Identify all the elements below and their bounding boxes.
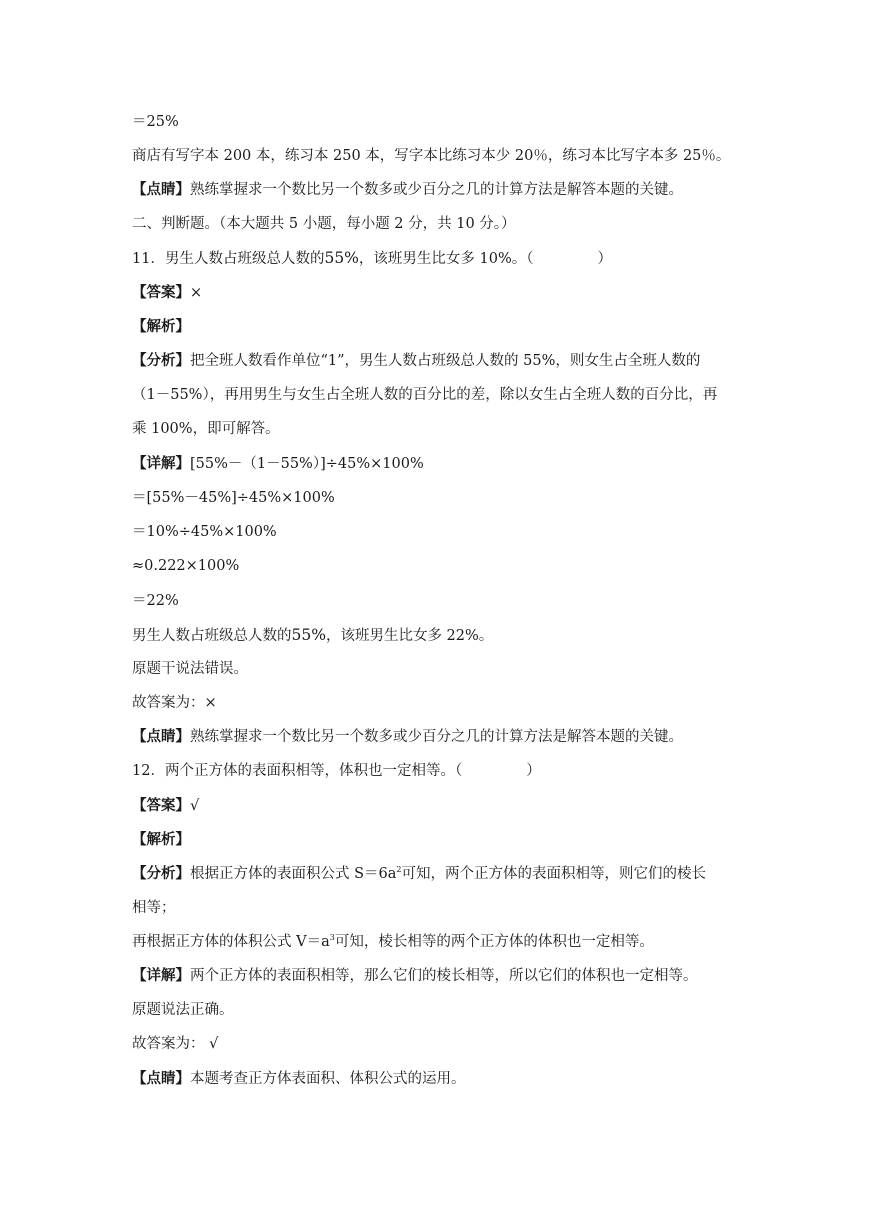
section-heading: 二、判断题。（本大题共 5 小题，每小题 2 分，共 10 分。） [132,216,516,232]
detail-line: 故答案为： √ [132,1036,219,1052]
analysis-line: 乘 100%，即可解答。 [132,421,280,437]
key-point-line: 【点睛】熟练掌握求一个数比另一个数多或少百分之几的计算方法是解答本题的关键。 [132,728,683,745]
section-tag: 【答案】 [132,797,190,814]
section-tag: 【点睛】 [132,1070,190,1087]
detail-line: 原题干说法错误。 [132,661,248,677]
section-tag: 【详解】 [132,967,190,984]
section-tag: 【点睛】 [132,181,190,198]
analysis-line: 再根据正方体的体积公式 $V=a^3$可知，棱长相等的两个正方体的体积也一定相等。 [132,933,654,950]
analysis-line: 【分析】根据正方体的表面积公式 $S=6a^2$可知，两个正方体的表面积相等，则它们的棱长 [132,865,707,882]
detail-line: 【详解】[55%－（1－55%）]÷45%×100% [132,455,424,472]
analysis-line: 【分析】把全班人数看作单位“1”，男生人数占班级总人数的 55%，则女生占全班人数的 [132,352,701,369]
question-11: 11．男生人数占班级总人数的55%，该班男生比女多 10%。（ ） [132,249,612,267]
conclusion-line: 商店有写字本 200 本，练习本 250 本，写字本比练习本少 20％，练习本比写字本多 25％。 [132,148,731,164]
section-tag: 【答案】 [132,284,190,301]
analysis-heading: 【解析】 [132,831,190,848]
detail-line: ＝22% [132,593,179,609]
section-tag: 【详解】 [132,455,190,472]
key-point-line: 【点睛】熟练掌握求一个数比另一个数多或少百分之几的计算方法是解答本题的关键。 [132,181,683,198]
answer-line: 【答案】√ [132,797,200,814]
analysis-heading: 【解析】 [132,318,190,335]
section-tag: 【分析】 [132,865,190,882]
analysis-line: 相等； [132,900,176,916]
question-12: 12．两个正方体的表面积相等，体积也一定相等。（ ） [132,763,541,779]
equation-line: ＝25% [132,114,179,130]
section-tag: 【点睛】 [132,728,190,745]
detail-line: ＝[55%－45%]÷45%×100% [132,490,335,506]
detail-line: 故答案为：× [132,695,217,711]
answer-line: 【答案】× [132,284,203,301]
detail-line: 【详解】两个正方体的表面积相等，那么它们的棱长相等，所以它们的体积也一定相等。 [132,967,698,984]
detail-line: ≈0.222×100% [132,558,240,574]
section-tag: 【分析】 [132,352,190,369]
key-point-line: 【点睛】本题考查正方体表面积、体积公式的运用。 [132,1070,466,1087]
detail-line: 原题说法正确。 [132,1002,234,1018]
detail-line: 男生人数占班级总人数的55%，该班男生比女多 22%。 [132,626,494,644]
detail-line: ＝10%÷45%×100% [132,524,277,540]
analysis-line: （1－55%），再用男生与女生占全班人数的百分比的差，除以女生占全班人数的百分比，再 [132,387,718,403]
